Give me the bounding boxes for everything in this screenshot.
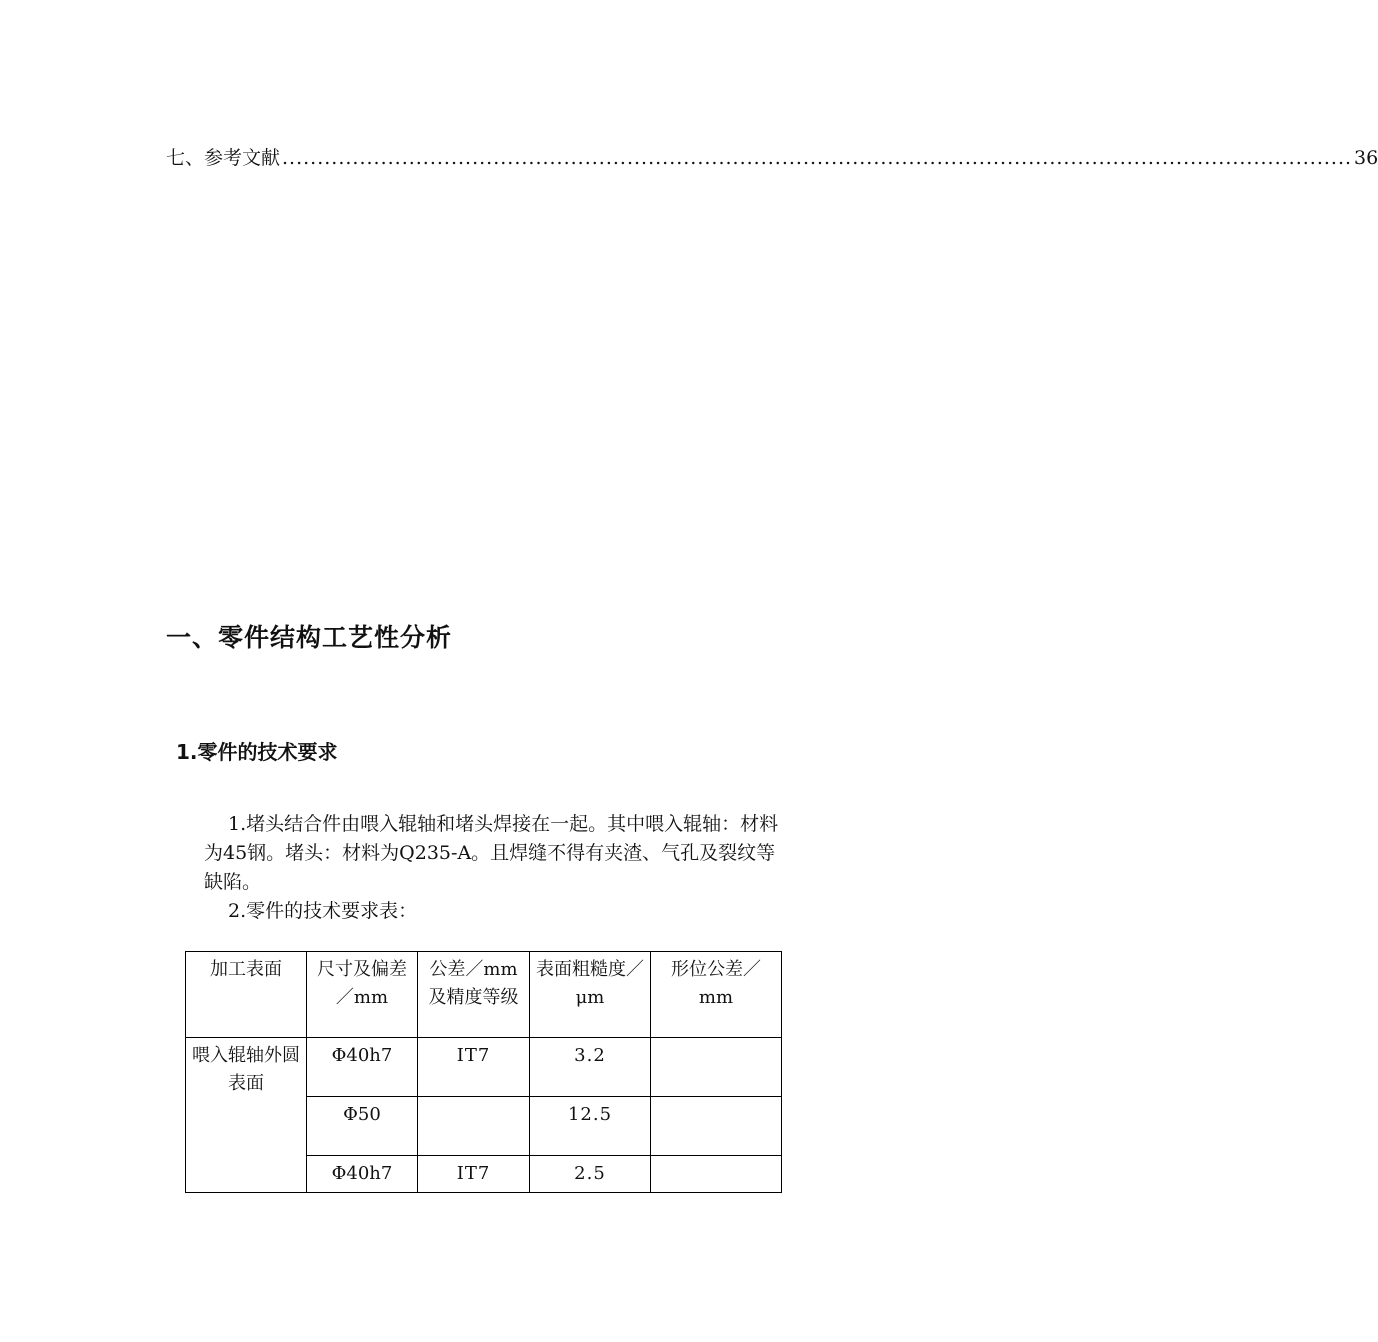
toc-page-number: 36 <box>1354 147 1378 169</box>
section-heading: 一、零件结构工艺性分析 <box>166 623 453 652</box>
subsection-heading: 1.零件的技术要求 <box>176 740 338 764</box>
table-row <box>186 1038 782 1097</box>
toc-leader-dots: ........................................................................................................................................................ <box>282 147 1353 169</box>
table-header-cell: 尺寸及偏差／mm <box>307 952 418 1038</box>
toc-entry-title: 七、参考文献 <box>166 147 281 169</box>
technical-requirements-table <box>185 951 782 1193</box>
table-header-cell: 形位公差／mm <box>651 952 782 1038</box>
table-cell <box>651 1097 782 1156</box>
table-cell: 2.5 <box>530 1156 651 1193</box>
paragraph-table-intro: 2.零件的技术要求表： <box>228 900 418 922</box>
table-cell <box>651 1038 782 1097</box>
table-cell: 3.2 <box>530 1038 651 1097</box>
table-cell: Φ40h7 <box>307 1038 418 1097</box>
table-cell: 12.5 <box>530 1097 651 1156</box>
table-header-cell: 加工表面 <box>186 952 307 1038</box>
table-cell <box>651 1156 782 1193</box>
table-cell: IT7 <box>418 1038 530 1097</box>
toc-entry-references[interactable] <box>166 143 1378 170</box>
paragraph-description: 1.堵头结合件由喂入辊轴和堵头焊接在一起。其中喂入辊轴：材料为45钢。堵头：材料为Q235-A。且焊缝不得有夹渣、气孔及裂纹等缺陷。 <box>204 813 779 893</box>
table-header-row <box>186 952 782 1038</box>
table-merged-label: 喂入辊轴外圆表面 <box>186 1038 307 1193</box>
table-cell <box>418 1097 530 1156</box>
table-header-cell: 表面粗糙度／ μm <box>530 952 651 1038</box>
table-cell: Φ50 <box>307 1097 418 1156</box>
table-cell: Φ40h7 <box>307 1156 418 1193</box>
table-cell: IT7 <box>418 1156 530 1193</box>
table-header-cell: 公差／mm及精度等级 <box>418 952 530 1038</box>
